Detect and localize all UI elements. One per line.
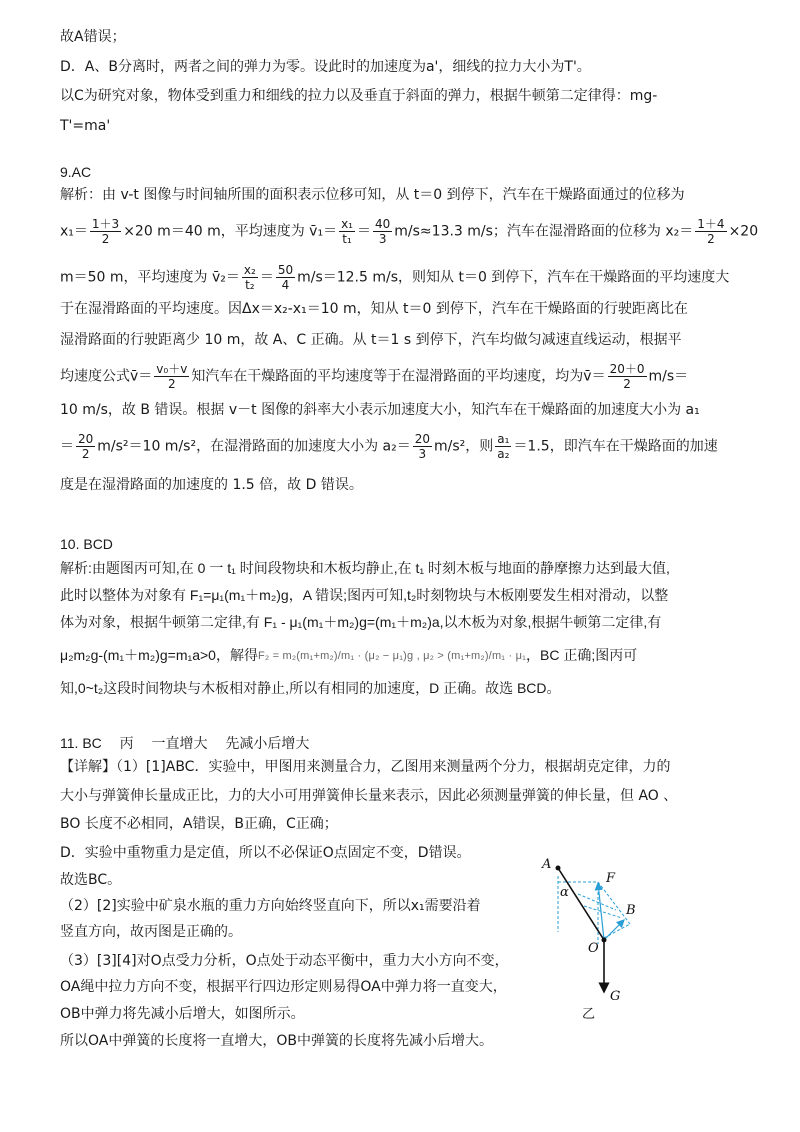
diagram-caption: 乙	[582, 1007, 596, 1022]
fraction: $\frac{\text{x₁}}{\text{t₁}}$	[341, 217, 353, 246]
text-segment: μ₂m₂g-(m₁＋m₂)g=m₁a>0，解得	[60, 647, 258, 663]
text-line	[60, 362, 688, 391]
text-line: 以C为研究对象，物体受到重力和细线的拉力以及垂直于斜面的弹力，根据牛顿第二定律得：mg-	[60, 88, 658, 104]
text-line: 度是在湿滑路面的加速度的 1.5 倍，故 D 错误。	[60, 477, 363, 493]
fraction: $\frac{1+4}{2}$	[697, 217, 725, 246]
label-o: O	[588, 941, 599, 956]
question-10-answer: 10. BCD	[60, 536, 113, 552]
point-a	[556, 866, 561, 871]
text-segment: m/s²＝10 m/s²，在湿滑路面的加速度大小为 a₂＝	[97, 438, 411, 455]
text-line: 体为对象，根据牛顿第二定律,有 F₁ - μ₁(m₁＋m₂)g=(m₁＋m₂)a,以木板为对象,根据牛顿第二定律,有	[60, 614, 662, 630]
text-line: 所以OA中弹簧的长度将一直增大，OB中弹簧的长度将先减小后增大。	[60, 1033, 493, 1049]
text-line	[60, 217, 758, 246]
text-line: OA绳中拉力方向不变，根据平行四边形定则易得OA中弹力将一直变大，	[60, 979, 507, 995]
fraction: $\frac{\text{x₂}}{\text{t₂}}$	[243, 263, 256, 292]
fraction: $\frac{\text{v₀＋v}}{2}$	[156, 362, 188, 391]
formula-image: F₂ = m₂(m₁+m₂)/m₁ · (μ₂ − μ₁)g , μ₂ > (m₁+m₂)/m₁ · μ₁	[257, 650, 527, 663]
text-segment: m/s＝	[648, 368, 689, 385]
text-line: 10 m/s，故 B 错误。根据 v－t 图像的斜率大小表示加速度大小，知汽车在干燥路面的加速度大小为 a₁	[60, 402, 700, 418]
text-line: 故选BC。	[60, 872, 122, 888]
text-line	[60, 432, 718, 461]
text-line: D．A、B分离时，两者之间的弹力为零。设此时的加速度为a'，细线的拉力大小为T'。	[60, 59, 591, 75]
text-segment: ＝	[259, 269, 274, 286]
fraction: $\frac{20}{2}$	[78, 432, 94, 461]
text-segment: x₁＝	[60, 223, 88, 240]
text-line: D．实验中重物重力是定值，所以不必保证O点固定不变，D错误。	[60, 845, 471, 861]
text-line: 大小与弹簧伸长量成正比，力的大小可用弹簧伸长量来表示，因此必须测量弹簧的伸长量，但 AO 、	[60, 788, 678, 804]
label-b: B	[626, 903, 636, 918]
text-line: （3）[3][4]对O点受力分析，O点处于动态平衡中，重力大小方向不变，	[60, 953, 509, 969]
text-segment: 知汽车在干燥路面的平均速度等于在湿滑路面的平均速度，均为v̄＝	[191, 368, 606, 385]
text-line: 解析：由 v-t 图像与时间轴所围的面积表示位移可知，从 t＝0 到停下，汽车在干燥路面通过的位移为	[60, 187, 685, 203]
text-line	[60, 263, 729, 292]
label-f: F	[606, 871, 616, 886]
text-line: 解析:由题图丙可知,在 0 一 t₁ 时间段物块和木板均静止,在 t₁ 时刻木板与地面的静摩擦力达到最大值,	[60, 560, 670, 576]
text-line: 湿滑路面的行驶距离少 10 m，故 A、C 正确。从 t＝1 s 到停下，汽车均做匀减速直线运动，根据平	[60, 332, 682, 348]
fraction: $\frac{20+0}{2}$	[609, 362, 645, 391]
text-segment: 均速度公式v̄＝	[60, 368, 153, 385]
text-line: 此时以整体为对象有 F₁=μ₁(m₁＋m₂)g，A 错误;图丙可知,t₂时刻物块与木板刚要发生相对滑动，以整	[60, 587, 669, 603]
text-line: 【详解】（1）[1]ABC．实验中，甲图用来测量合力，乙图用来测量两个分力，根据胡克定律，力的	[60, 759, 671, 775]
fraction: $\frac{40}{3}$	[375, 217, 391, 246]
text-segment: ×20	[728, 223, 759, 240]
label-g: G	[610, 989, 621, 1004]
text-line	[60, 645, 637, 666]
text-segment: ＝	[357, 223, 371, 240]
text-segment: m/s≈13.3 m/s；汽车在湿滑路面的位移为 x₂＝	[394, 223, 694, 240]
text-segment: ＝1.5，即汽车在干燥路面的加速	[513, 438, 718, 455]
ob-force-arrow	[604, 920, 624, 940]
text-line: 于在湿滑路面的平均速度。因Δx＝x₂-x₁＝10 m，知从 t＝0 到停下，汽车在干燥路面的行驶距离比在	[60, 301, 688, 317]
label-a: A	[542, 857, 552, 872]
text-line: 知,0~t₂这段时间物块与木板相对静止,所以有相同的加速度，D 正确。故选 BCD。	[60, 680, 561, 696]
text-line: 竖直方向，故丙图是正确的。	[60, 924, 242, 940]
text-line: BO 长度不必相同，A错误，B正确，C正确；	[60, 816, 338, 832]
text-line: T'=ma'	[60, 118, 111, 134]
fraction: $\frac{20}{3}$	[414, 432, 430, 461]
text-line: OB中弹力将先减小后增大，如图所示。	[60, 1006, 305, 1022]
text-segment: ＝	[60, 438, 74, 455]
label-alpha: α	[560, 885, 569, 900]
text-segment: m/s²，则	[434, 438, 494, 455]
text-line: 故A错误；	[60, 29, 126, 45]
text-segment: ×20 m＝40 m，平均速度为 v̄₁＝	[123, 223, 338, 240]
text-line: （2）[2]实验中矿泉水瓶的重力方向始终竖直向下，所以x₁需要沿着	[60, 898, 481, 914]
text-segment: m/s＝12.5 m/s，则知从 t＝0 到停下，汽车在干燥路面的平均速度大	[297, 269, 730, 286]
text-segment: m＝50 m，平均速度为 v̄₂＝	[60, 269, 240, 286]
point-o	[602, 938, 607, 943]
question-11-answer: 11. BC 丙 一直增大 先减小后增大	[60, 735, 310, 751]
force-diagram	[538, 852, 648, 1022]
fraction: $\frac{1+3}{2}$	[91, 217, 120, 246]
rope-oa	[558, 868, 604, 940]
fraction: $\frac{\text{a₁}}{\text{a₂}}$	[497, 432, 510, 461]
fraction: $\frac{50}{4}$	[277, 263, 294, 292]
question-9-answer: 9.AC	[60, 164, 92, 180]
text-segment: ，BC 正确;图丙可	[526, 647, 638, 663]
